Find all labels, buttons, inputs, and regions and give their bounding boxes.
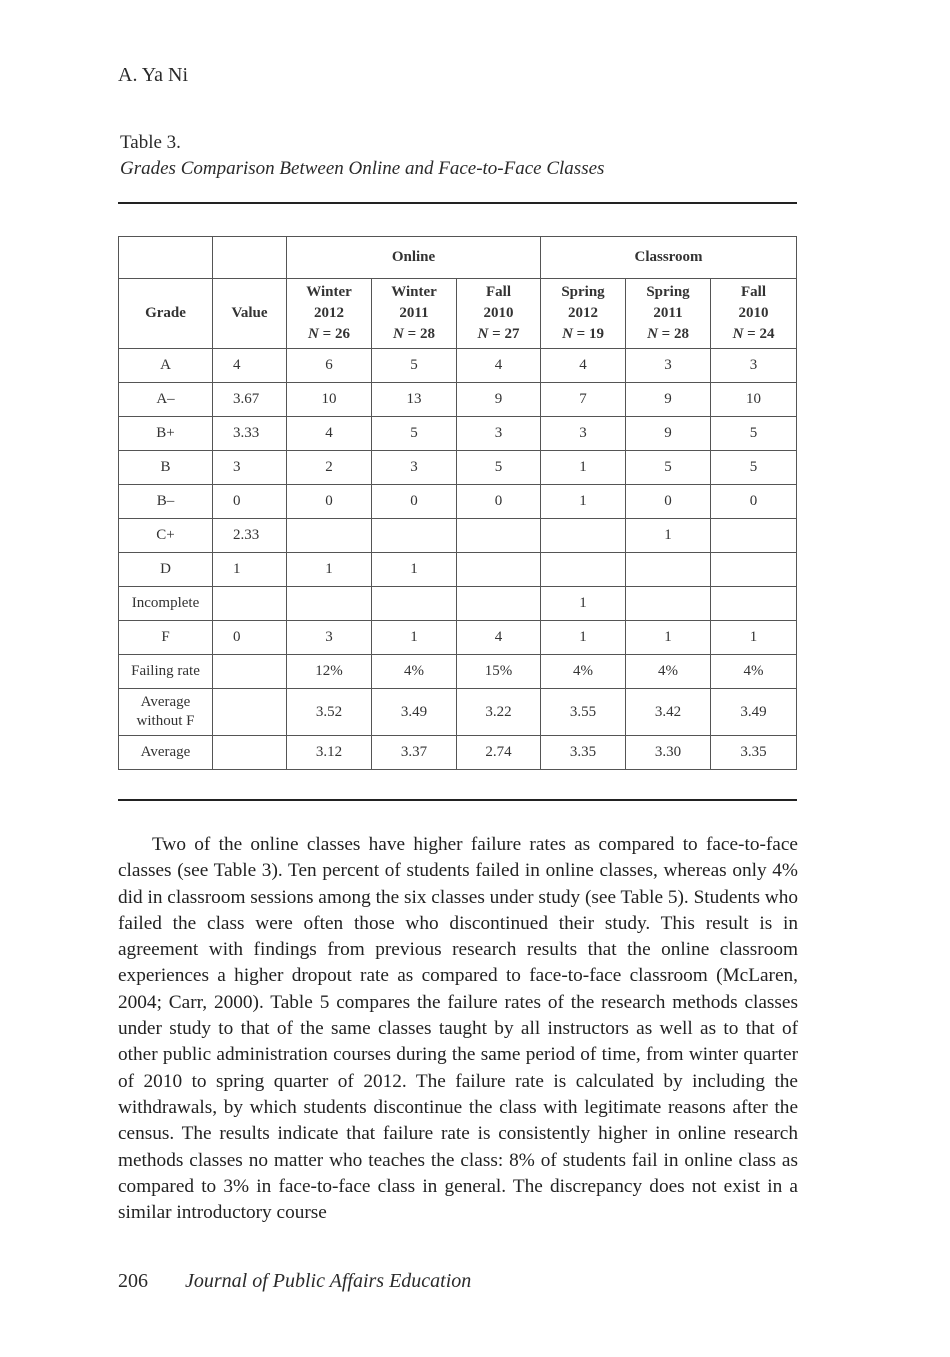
table-cell: 4 (541, 349, 626, 383)
table-cell: 1 (541, 587, 626, 621)
grade-cell: A (119, 349, 213, 383)
table-row (119, 587, 797, 621)
value-cell (213, 736, 287, 770)
value-cell: 4 (213, 349, 287, 383)
table-cell: 1 (541, 451, 626, 485)
table-row (119, 417, 797, 451)
value-cell: 0 (213, 621, 287, 655)
grade-cell: Average without F (119, 689, 213, 736)
term-column-header: Spring 2011 N = 28 (626, 279, 711, 349)
table-bottom-rule (118, 799, 797, 801)
table-cell: 13 (372, 383, 457, 417)
table-cell: 2 (287, 451, 372, 485)
table-cell: 3.55 (541, 689, 626, 736)
table-cell: 2.74 (457, 736, 541, 770)
table-cell: 3.35 (541, 736, 626, 770)
table-cell (457, 587, 541, 621)
table-row (119, 485, 797, 519)
table-cell (711, 519, 797, 553)
value-column-header: Value (213, 279, 287, 349)
table-label: Table 3. (120, 132, 181, 153)
table-row (119, 553, 797, 587)
table-cell: 3 (711, 349, 797, 383)
table-cell: 3.35 (711, 736, 797, 770)
table-cell: 0 (287, 485, 372, 519)
table-cell: 1 (626, 621, 711, 655)
table-row (119, 383, 797, 417)
table-cell: 1 (372, 553, 457, 587)
table-cell: 12% (287, 655, 372, 689)
table-cell: 3.30 (626, 736, 711, 770)
table-cell: 0 (457, 485, 541, 519)
table-cell (287, 587, 372, 621)
table-cell: 4% (372, 655, 457, 689)
table-cell: 3.37 (372, 736, 457, 770)
table-cell: 10 (287, 383, 372, 417)
grade-cell: D (119, 553, 213, 587)
table-cell: 5 (372, 417, 457, 451)
grade-cell: B– (119, 485, 213, 519)
table-row-average (119, 736, 797, 770)
table-cell (457, 519, 541, 553)
table-cell (626, 587, 711, 621)
table-cell: 1 (626, 519, 711, 553)
table-cell: 3 (287, 621, 372, 655)
table-cell: 1 (541, 485, 626, 519)
table-cell: 3.22 (457, 689, 541, 736)
table-cell: 0 (372, 485, 457, 519)
grade-cell: B (119, 451, 213, 485)
table-cell: 4% (626, 655, 711, 689)
grade-cell: Average (119, 736, 213, 770)
term-column-header: Fall 2010 N = 27 (457, 279, 541, 349)
journal-name: Journal of Public Affairs Education (185, 1270, 472, 1292)
body-text (118, 832, 798, 1226)
table-cell: 3 (626, 349, 711, 383)
grade-cell: F (119, 621, 213, 655)
table-cell: 5 (372, 349, 457, 383)
page-footer (118, 1270, 471, 1293)
grade-cell: A– (119, 383, 213, 417)
table-cell: 4% (711, 655, 797, 689)
grade-cell: Incomplete (119, 587, 213, 621)
table-cell: 0 (626, 485, 711, 519)
table-cell: 1 (541, 621, 626, 655)
table-cell: 3.12 (287, 736, 372, 770)
term-column-header: Winter 2012 N = 26 (287, 279, 372, 349)
table-row (119, 621, 797, 655)
value-cell (213, 587, 287, 621)
table-cell (626, 553, 711, 587)
empty-header-cell (119, 237, 213, 279)
grade-column-header: Grade (119, 279, 213, 349)
table-cell (711, 587, 797, 621)
table-cell: 3.49 (372, 689, 457, 736)
value-cell (213, 655, 287, 689)
table-cell: 3.52 (287, 689, 372, 736)
table-row (119, 349, 797, 383)
table-cell: 7 (541, 383, 626, 417)
table-cell: 4 (287, 417, 372, 451)
table-cell: 15% (457, 655, 541, 689)
table-cell: 3.42 (626, 689, 711, 736)
table-cell (287, 519, 372, 553)
table-cell: 9 (457, 383, 541, 417)
online-group-header: Online (287, 237, 541, 279)
table-top-rule (118, 202, 797, 204)
table-cell: 4% (541, 655, 626, 689)
table-cell: 3 (372, 451, 457, 485)
body-paragraph: Two of the online classes have higher failure rates as compared to face-to-face classes (see Table 3). Ten percent of students failed in online classes, whereas only 4% did in classroom sessions among the six classes under study (see Table 5). Students who failed the class were often those who discontinued their study. This result is in agreement with findings from previous research results that the online classroom experiences a higher dropout rate as compared to face-to-face classroom (McLaren, 2004; Carr, 2000). Table 5 compares the failure rates of the research methods classes under study to that of the same classes taught by all instructors as well as to that of other public administration courses during the same period of time, from winter quarter of 2010 to spring quarter of 2012. The failure rate is calculated by including the withdrawals, by which students discontinue the class with legitimate reasons after the census. The results indicate that failure rate is consistently higher in online research methods classes no matter who teaches the class: 8% of students fail in online class as compared to 3% in face-to-face class in general. The discrepancy does not exist in a similar introductory course (118, 834, 799, 1224)
table-cell: 1 (372, 621, 457, 655)
value-cell: 0 (213, 485, 287, 519)
table-row (119, 655, 797, 689)
page-number: 206 (118, 1270, 148, 1292)
table-row-average-without-f (119, 689, 797, 736)
term-column-header: Fall 2010 N = 24 (711, 279, 797, 349)
term-column-header: Winter 2011 N = 28 (372, 279, 457, 349)
term-column-header: Spring 2012 N = 19 (541, 279, 626, 349)
value-cell: 3.67 (213, 383, 287, 417)
value-cell: 2.33 (213, 519, 287, 553)
table-cell (711, 553, 797, 587)
table-cell: 6 (287, 349, 372, 383)
table-cell: 10 (711, 383, 797, 417)
grade-cell: C+ (119, 519, 213, 553)
running-head: A. Ya Ni (118, 64, 189, 86)
table-cell: 9 (626, 417, 711, 451)
table-cell: 9 (626, 383, 711, 417)
table-cell: 1 (711, 621, 797, 655)
value-cell (213, 689, 287, 736)
grade-cell: Failing rate (119, 655, 213, 689)
table-cell: 5 (711, 417, 797, 451)
grades-table (118, 236, 797, 770)
column-header-row (119, 279, 797, 349)
value-cell: 3 (213, 451, 287, 485)
table-row (119, 451, 797, 485)
table-cell: 3 (457, 417, 541, 451)
table-cell: 0 (711, 485, 797, 519)
table-cell: 5 (457, 451, 541, 485)
table-cell: 3.49 (711, 689, 797, 736)
classroom-group-header: Classroom (541, 237, 797, 279)
empty-header-cell (213, 237, 287, 279)
group-header-row (119, 237, 797, 279)
table-cell (541, 553, 626, 587)
table-cell: 4 (457, 621, 541, 655)
value-cell: 3.33 (213, 417, 287, 451)
table-cell (541, 519, 626, 553)
grade-cell: B+ (119, 417, 213, 451)
table-row (119, 519, 797, 553)
table-title: Grades Comparison Between Online and Face-to-Face Classes (120, 158, 605, 179)
table-cell (457, 553, 541, 587)
value-cell: 1 (213, 553, 287, 587)
table-cell: 1 (287, 553, 372, 587)
table-cell: 3 (541, 417, 626, 451)
table-cell (372, 519, 457, 553)
table-cell: 5 (626, 451, 711, 485)
table-cell: 4 (457, 349, 541, 383)
table-cell: 5 (711, 451, 797, 485)
table-cell (372, 587, 457, 621)
